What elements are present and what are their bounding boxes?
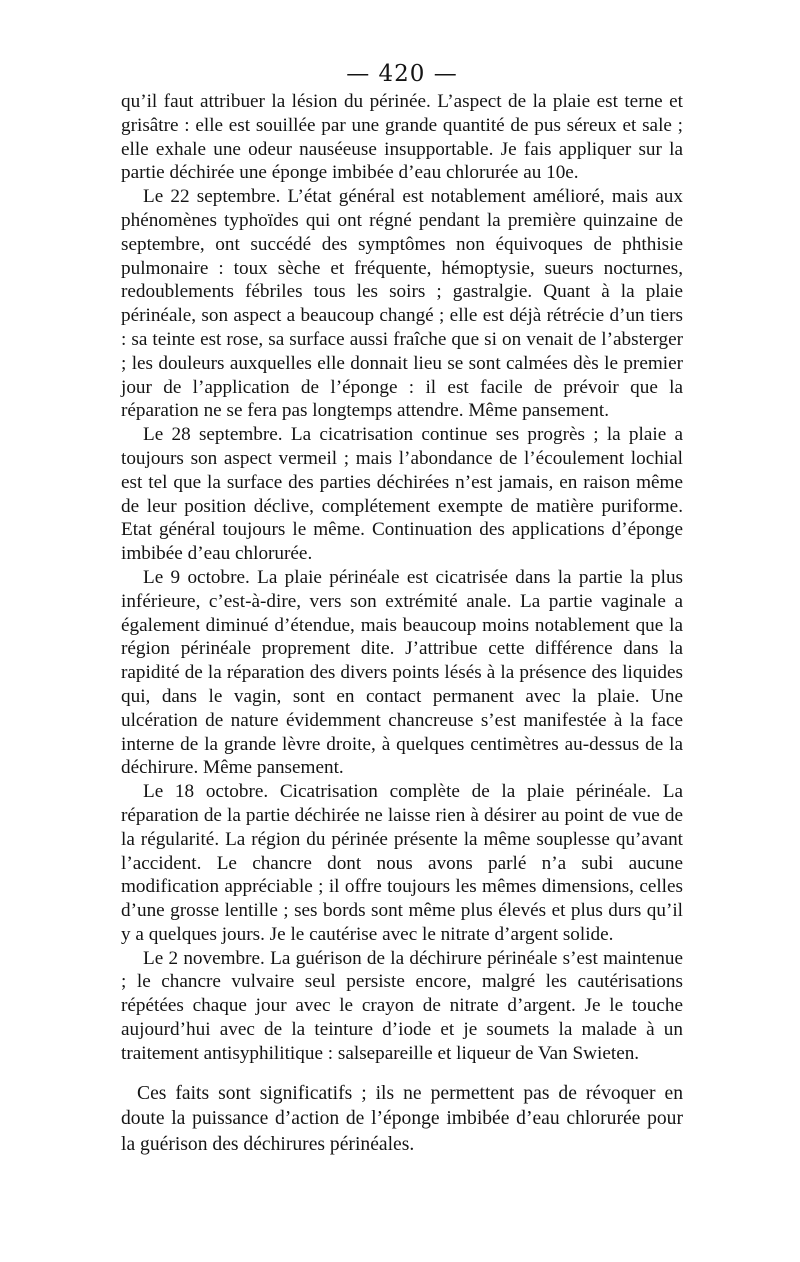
paragraph-2-novembre: Le 2 novembre. La guérison de la déchirure périnéale s’est maintenue ; le chancre vulvaire seul persiste encore, malgré les cautérisations répétées chaque jour avec le crayon de nitrate d’argent. Je le touche aujourd’hui avec de la teinture d’iode et je soumets la malade à un traitement antisyphilitique : salsepareille et liqueur de Van Swieten. <box>121 947 683 1064</box>
paragraph-9-octobre: Le 9 octobre. La plaie périnéale est cicatrisée dans la partie la plus inférieure, c’est-à-dire, vers son extrémité anale. La partie vaginale a également diminué d’étendue, mais beaucoup moins notablement que la région périnéale proprement dite. J’attribue cette différence dans la rapidité de la réparation des divers points lésés à la présence des liquides qui, dans le vagin, sont en contact permanent avec la plaie. Une ulcération de nature évidemment chancreuse s’est manifestée à la face interne de la grande lèvre droite, à quelques centimètres au-dessus de la déchirure. Même pansement. <box>121 566 683 779</box>
paragraph-continuation: qu’il faut attribuer la lésion du périnée. L’aspect de la plaie est terne et grisâtre : elle est souillée par une grande quantité de pus séreux et sale ; elle exhale une odeur nauséeuse insupportable. Je fais appliquer sur la partie déchirée une éponge imbibée d’eau chlorurée au 10e. <box>121 91 683 184</box>
paragraph-18-octobre: Le 18 octobre. Cicatrisation complète de la plaie périnéale. La réparation de la partie déchirée ne laisse rien à désirer au point de vue de la régularité. La région du périnée présente la même souplesse qu’avant l’accident. Le chancre dont nous avons parlé n’a subi aucune modification appréciable ; il offre toujours les mêmes dimensions, celles d’une grosse lentille ; ses bords sont même plus élevés et plus durs qu’il y a quelques jours. Je le cautérise avec le nitrate d’argent solide. <box>121 781 683 945</box>
book-page <box>121 60 683 1157</box>
paragraph-28-septembre: Le 28 septembre. La cicatrisation continue ses progrès ; la plaie a toujours son aspect vermeil ; mais l’abondance de l’écoulement lochial est tel que la surface des parties déchirées n’est jamais, en raison même de leur position déclive, complétement exempte de matière puriforme. Etat général toujours le même. Continuation des applications d’éponge imbibée d’eau chlorurée. <box>121 424 683 565</box>
page-number: — 420 — <box>346 61 458 87</box>
paragraph-22-septembre: Le 22 septembre. L’état général est notablement amélioré, mais aux phénomènes typhoïdes qui ont régné pendant la première quinzaine de septembre, ont succédé des symptômes non équivoques de phthisie pulmonaire : toux sèche et fréquente, hémoptysie, sueurs nocturnes, redoublements fébriles tous les soirs ; gastralgie. Quant à la plaie périnéale, son aspect a beaucoup changé ; elle est déjà rétrécie d’un tiers : sa teinte est rose, sa surface aussi fraîche que si on venait de l’absterger ; les douleurs auxquelles elle donnait lieu se sont calmées dès le premier jour de l’application de l’éponge : il est facile de prévoir que la réparation ne se fera pas longtemps attendre. Même pansement. <box>121 186 683 422</box>
closing-paragraph: Ces faits sont significatifs ; ils ne permettent pas de révoquer en doute la puissance d’action de l’éponge imbibée d’eau chlorurée pour la guérison des déchirures périnéales. <box>121 1082 683 1155</box>
